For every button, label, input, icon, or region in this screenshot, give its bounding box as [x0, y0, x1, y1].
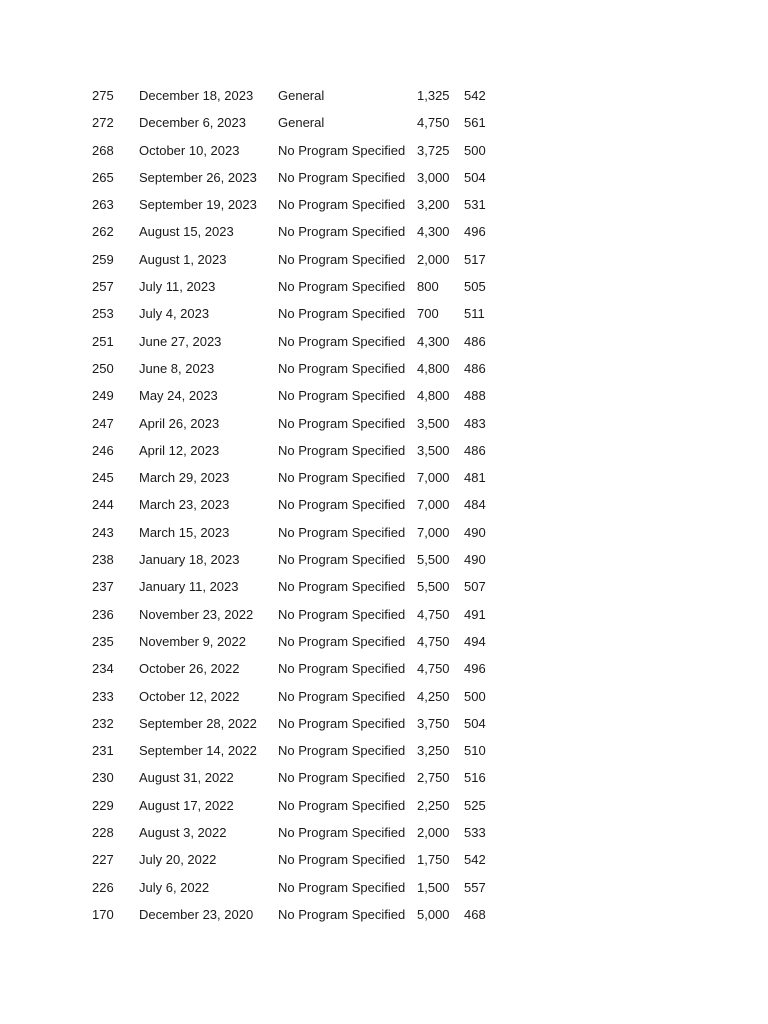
- draw-program-cell: No Program Specified: [278, 688, 406, 704]
- draw-number-cell: 249: [92, 388, 114, 404]
- draw-amount-cell: 2,000: [417, 251, 450, 267]
- draw-number-cell: 233: [92, 688, 114, 704]
- draw-score-cell: 511: [464, 306, 485, 322]
- table-row: [92, 850, 512, 877]
- draw-number-cell: 230: [92, 770, 114, 786]
- draw-number-cell: 170: [92, 906, 114, 922]
- draw-date-cell: June 27, 2023: [139, 333, 222, 349]
- draw-score-cell: 490: [464, 524, 486, 540]
- draw-date-cell: December 23, 2020: [139, 906, 254, 922]
- table-row: [92, 796, 512, 823]
- draw-score-cell: 488: [464, 388, 486, 404]
- table-row: [92, 304, 512, 331]
- draw-date-cell: March 15, 2023: [139, 524, 230, 540]
- draw-number-cell: 259: [92, 251, 114, 267]
- draw-program-cell: No Program Specified: [278, 197, 406, 213]
- draw-number-cell: 226: [92, 879, 114, 895]
- draw-date-cell: March 29, 2023: [139, 470, 230, 486]
- draw-date-cell: November 9, 2022: [139, 633, 246, 649]
- draw-program-cell: No Program Specified: [278, 633, 406, 649]
- draw-number-cell: 229: [92, 797, 114, 813]
- draw-number-cell: 237: [92, 579, 114, 595]
- draw-number-cell: 227: [92, 852, 114, 868]
- draw-amount-cell: 3,500: [417, 415, 450, 431]
- draw-program-cell: No Program Specified: [278, 388, 406, 404]
- draw-number-cell: 246: [92, 442, 114, 458]
- table-row: [92, 250, 512, 277]
- table-row: [92, 632, 512, 659]
- draw-date-cell: December 18, 2023: [139, 88, 254, 103]
- draw-program-cell: No Program Specified: [278, 279, 406, 295]
- table-row: [92, 414, 512, 441]
- draw-date-cell: May 24, 2023: [139, 388, 218, 404]
- draw-program-cell: No Program Specified: [278, 825, 406, 841]
- draw-score-cell: 496: [464, 224, 486, 240]
- draw-program-cell: No Program Specified: [278, 797, 406, 813]
- draw-amount-cell: 3,750: [417, 715, 450, 731]
- draw-amount-cell: 3,200: [417, 197, 450, 213]
- draw-number-cell: 234: [92, 661, 114, 677]
- draw-score-cell: 484: [464, 497, 486, 513]
- draw-date-cell: July 11, 2023: [139, 279, 216, 295]
- table-row: [92, 741, 512, 768]
- draw-program-cell: General: [278, 88, 325, 103]
- table-row: [92, 523, 512, 550]
- draw-number-cell: 262: [92, 224, 114, 240]
- draw-number-cell: 268: [92, 142, 114, 158]
- draw-amount-cell: 5,000: [417, 906, 450, 922]
- table-row: [92, 550, 512, 577]
- draw-score-cell: 491: [464, 606, 486, 622]
- draw-score-cell: 481: [464, 470, 486, 486]
- draw-amount-cell: 2,750: [417, 770, 450, 786]
- draw-amount-cell: 4,750: [417, 115, 450, 131]
- draw-number-cell: 231: [92, 743, 114, 759]
- draw-program-cell: No Program Specified: [278, 715, 406, 731]
- draw-date-cell: December 6, 2023: [139, 115, 246, 131]
- draw-program-cell: No Program Specified: [278, 415, 406, 431]
- draw-score-cell: 486: [464, 360, 486, 376]
- draw-score-cell: 533: [464, 825, 486, 841]
- draw-program-cell: No Program Specified: [278, 906, 406, 922]
- table-row: [92, 441, 512, 468]
- draw-score-cell: 486: [464, 333, 486, 349]
- draw-date-cell: August 3, 2022: [139, 825, 227, 841]
- draw-score-cell: 507: [464, 579, 486, 595]
- table-row: [92, 605, 512, 632]
- draw-amount-cell: 5,500: [417, 552, 450, 568]
- draw-score-cell: 504: [464, 715, 486, 731]
- draw-number-cell: 232: [92, 715, 114, 731]
- draw-amount-cell: 4,750: [417, 633, 450, 649]
- draw-amount-cell: 4,750: [417, 606, 450, 622]
- draw-number-cell: 235: [92, 633, 114, 649]
- table-row: [92, 687, 512, 714]
- draw-score-cell: 500: [464, 142, 486, 158]
- draw-program-cell: No Program Specified: [278, 333, 406, 349]
- draw-program-cell: No Program Specified: [278, 552, 406, 568]
- draw-score-cell: 542: [464, 88, 486, 103]
- draw-score-cell: 510: [464, 743, 486, 759]
- draw-amount-cell: 7,000: [417, 497, 450, 513]
- draw-score-cell: 496: [464, 661, 486, 677]
- draw-number-cell: 250: [92, 360, 114, 376]
- draw-date-cell: August 31, 2022: [139, 770, 234, 786]
- table-row: [92, 277, 512, 304]
- draw-date-cell: October 10, 2023: [139, 142, 240, 158]
- draw-number-cell: 238: [92, 552, 114, 568]
- table-row: [92, 714, 512, 741]
- draw-program-cell: No Program Specified: [278, 169, 406, 185]
- draw-program-cell: No Program Specified: [278, 470, 406, 486]
- draw-amount-cell: 5,500: [417, 579, 450, 595]
- table-row: [92, 905, 512, 932]
- draw-date-cell: June 8, 2023: [139, 360, 215, 376]
- table-row: [92, 386, 512, 413]
- draw-date-cell: April 12, 2023: [139, 442, 220, 458]
- draw-program-cell: No Program Specified: [278, 606, 406, 622]
- table-row: [92, 168, 512, 195]
- draw-date-cell: April 26, 2023: [139, 415, 220, 431]
- table-row: [92, 823, 512, 850]
- draw-amount-cell: 3,500: [417, 442, 450, 458]
- draw-program-cell: No Program Specified: [278, 360, 406, 376]
- draw-date-cell: January 18, 2023: [139, 552, 240, 568]
- draw-amount-cell: 7,000: [417, 470, 450, 486]
- draw-date-cell: October 12, 2022: [139, 688, 240, 704]
- draw-amount-cell: 4,750: [417, 661, 450, 677]
- draw-amount-cell: 1,750: [417, 852, 450, 868]
- draw-score-cell: 490: [464, 552, 486, 568]
- draw-number-cell: 253: [92, 306, 114, 322]
- draw-number-cell: 275: [92, 88, 114, 103]
- table-row: [92, 359, 512, 386]
- draw-program-cell: General: [278, 115, 325, 131]
- table-row: [92, 468, 512, 495]
- draw-number-cell: 263: [92, 197, 114, 213]
- draw-date-cell: September 19, 2023: [139, 197, 257, 213]
- table-row: [92, 222, 512, 249]
- draw-score-cell: 516: [464, 770, 486, 786]
- draw-date-cell: July 20, 2022: [139, 852, 217, 868]
- table-row: [92, 86, 512, 113]
- draw-score-cell: 483: [464, 415, 486, 431]
- draw-number-cell: 257: [92, 279, 114, 295]
- draw-amount-cell: 800: [417, 279, 439, 295]
- draw-amount-cell: 4,800: [417, 388, 450, 404]
- draw-amount-cell: 1,325: [417, 88, 450, 103]
- draw-date-cell: November 23, 2022: [139, 606, 254, 622]
- draw-number-cell: 244: [92, 497, 114, 513]
- draw-number-cell: 265: [92, 169, 114, 185]
- draw-program-cell: No Program Specified: [278, 852, 406, 868]
- draw-date-cell: July 6, 2022: [139, 879, 210, 895]
- draw-number-cell: 272: [92, 115, 114, 131]
- draw-program-cell: No Program Specified: [278, 524, 406, 540]
- table-row: [92, 768, 512, 795]
- draw-date-cell: July 4, 2023: [139, 306, 210, 322]
- draw-score-cell: 500: [464, 688, 486, 704]
- draw-program-cell: No Program Specified: [278, 306, 406, 322]
- draw-score-cell: 468: [464, 906, 486, 922]
- draw-score-cell: 525: [464, 797, 486, 813]
- draw-score-cell: 561: [464, 115, 486, 131]
- draw-date-cell: March 23, 2023: [139, 497, 230, 513]
- draw-program-cell: No Program Specified: [278, 770, 406, 786]
- draw-number-cell: 251: [92, 333, 114, 349]
- draw-table: [92, 86, 512, 932]
- draw-date-cell: January 11, 2023: [139, 579, 239, 595]
- draw-score-cell: 531: [464, 197, 486, 213]
- draw-number-cell: 236: [92, 606, 114, 622]
- draw-program-cell: No Program Specified: [278, 879, 406, 895]
- draw-number-cell: 243: [92, 524, 114, 540]
- table-row: [92, 195, 512, 222]
- draw-date-cell: September 28, 2022: [139, 715, 257, 731]
- draw-score-cell: 504: [464, 169, 486, 185]
- draw-score-cell: 517: [464, 251, 486, 267]
- draw-program-cell: No Program Specified: [278, 497, 406, 513]
- draw-date-cell: August 1, 2023: [139, 251, 227, 267]
- table-row: [92, 332, 512, 359]
- draw-amount-cell: 2,000: [417, 825, 450, 841]
- table-row: [92, 878, 512, 905]
- draw-program-cell: No Program Specified: [278, 224, 406, 240]
- draw-program-cell: No Program Specified: [278, 661, 406, 677]
- draw-score-cell: 557: [464, 879, 486, 895]
- draw-program-cell: No Program Specified: [278, 743, 406, 759]
- draw-score-cell: 486: [464, 442, 486, 458]
- draw-amount-cell: 4,300: [417, 333, 450, 349]
- table-row: [92, 113, 512, 140]
- draw-program-cell: No Program Specified: [278, 142, 406, 158]
- draw-date-cell: August 15, 2023: [139, 224, 234, 240]
- draw-program-cell: No Program Specified: [278, 579, 406, 595]
- draw-amount-cell: 700: [417, 306, 439, 322]
- draw-score-cell: 505: [464, 279, 486, 295]
- draw-amount-cell: 7,000: [417, 524, 450, 540]
- draw-score-cell: 542: [464, 852, 486, 868]
- table-row: [92, 495, 512, 522]
- draw-date-cell: August 17, 2022: [139, 797, 234, 813]
- draw-date-cell: October 26, 2022: [139, 661, 240, 677]
- draw-amount-cell: 4,250: [417, 688, 450, 704]
- draw-program-cell: No Program Specified: [278, 442, 406, 458]
- draw-number-cell: 228: [92, 825, 114, 841]
- draw-date-cell: September 26, 2023: [139, 169, 257, 185]
- draw-amount-cell: 1,500: [417, 879, 450, 895]
- draw-number-cell: 245: [92, 470, 114, 486]
- table-row: [92, 577, 512, 604]
- draw-amount-cell: 3,250: [417, 743, 450, 759]
- draw-score-cell: 494: [464, 633, 486, 649]
- draw-amount-cell: 3,725: [417, 142, 450, 158]
- draw-amount-cell: 4,800: [417, 360, 450, 376]
- table-row: [92, 659, 512, 686]
- draw-date-cell: September 14, 2022: [139, 743, 257, 759]
- draw-program-cell: No Program Specified: [278, 251, 406, 267]
- draw-number-cell: 247: [92, 415, 114, 431]
- table-row: [92, 141, 512, 168]
- draw-amount-cell: 4,300: [417, 224, 450, 240]
- draw-amount-cell: 3,000: [417, 169, 450, 185]
- draw-amount-cell: 2,250: [417, 797, 450, 813]
